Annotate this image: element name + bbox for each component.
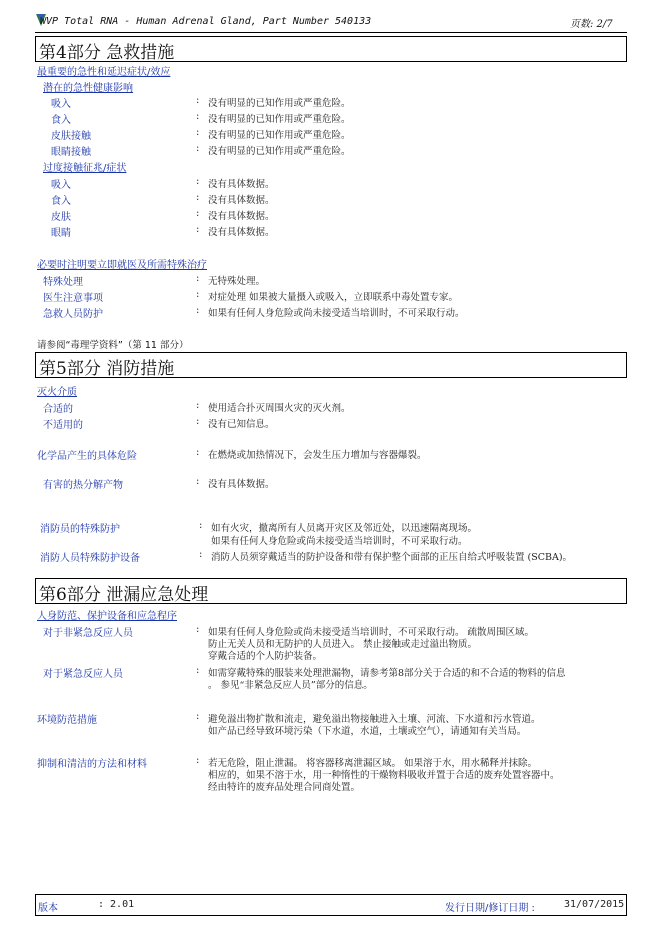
- colon: :: [199, 549, 203, 560]
- non-emergency-line: 防止无关人员和无防护的人员进入。 禁止接触或走过溢出物质。: [208, 639, 478, 650]
- media-label: 合适的: [43, 404, 73, 415]
- section-5-title: 第5部分 消防措施: [39, 359, 175, 379]
- colon: :: [196, 305, 200, 316]
- treatment-value: 无特殊处理。: [208, 276, 266, 287]
- acute-delayed-effects-heading: 最重要的急性和延迟症状/效应: [37, 67, 171, 78]
- environmental-precautions-label: 环境防范措施: [37, 715, 97, 726]
- overexposure-label: 食入: [51, 196, 71, 207]
- version-value: : 2.01: [98, 899, 135, 910]
- version-label: 版本: [38, 903, 58, 914]
- colon: :: [196, 755, 200, 766]
- emergency-responders-label: 对于紧急反应人员: [43, 669, 123, 680]
- overexposure-value: 没有具体数据。: [208, 195, 275, 206]
- section-6-title: 第6部分 泄漏应急处理: [39, 585, 209, 605]
- potential-value: 没有明显的已知作用或严重危险。: [208, 114, 351, 125]
- issue-date-label: 发行日期/修订日期 :: [445, 903, 535, 914]
- environmental-precautions-line: 避免溢出物扩散和流走，避免溢出物接触进入土壤、河流、下水道和污水管道。: [208, 714, 541, 725]
- containment-cleanup-line: 经由特许的废弃品处理合同商处置。: [208, 782, 361, 793]
- colon: :: [196, 192, 200, 203]
- extinguishing-media-heading: 灭火介质: [37, 387, 77, 398]
- colon: :: [196, 416, 200, 427]
- overexposure-label: 皮肤: [51, 212, 71, 223]
- media-value: 使用适合扑灭周围火灾的灭火剂。: [208, 403, 351, 414]
- treatment-value: 对症处理 如果被大量摄入或吸入，立即联系中毒处置专家。: [208, 292, 459, 303]
- potential-acute-effects-heading: 潜在的急性健康影响: [43, 83, 133, 94]
- colon: :: [196, 176, 200, 187]
- overexposure-heading: 过度接触征兆/症状: [43, 163, 127, 174]
- overexposure-value: 没有具体数据。: [208, 227, 275, 238]
- colon: :: [196, 476, 200, 487]
- containment-cleanup-line: 若无危险，阻止泄漏。 将容器移离泄漏区域。 如果溶于水，用水稀释并抹除。: [208, 758, 538, 769]
- specific-hazard-label: 化学品产生的具体危险: [37, 451, 137, 462]
- emergency-responders-line: 如需穿戴特殊的服装来处理泄漏物，请参考第8部分关于合适的和不合适的物料的信息: [208, 668, 566, 679]
- firefighter-equipment-label: 消防人员特殊防护设备: [40, 553, 140, 564]
- potential-value: 没有明显的已知作用或严重危险。: [208, 146, 351, 157]
- colon: :: [196, 447, 200, 458]
- firefighter-special-line: 如有火灾，撤离所有人员离开灾区及邻近处，以迅速隔离现场。: [211, 523, 478, 534]
- overexposure-label: 眼睛: [51, 228, 71, 239]
- environmental-precautions-line: 如产品已经导致环境污染（下水道，水道，土壤或空气），请通知有关当局。: [208, 726, 527, 737]
- containment-cleanup-label: 抑制和清洁的方法和材料: [37, 759, 147, 770]
- overexposure-label: 吸入: [51, 180, 71, 191]
- containment-cleanup-line: 相应的，如果不溶于水，用一种惰性的干燥物料吸收并置于合适的废弃处置容器中。: [208, 770, 560, 781]
- emergency-responders-line: 。 参见“非紧急反应人员”部分的信息。: [208, 680, 373, 691]
- treatment-label: 急救人员防护: [43, 309, 103, 320]
- non-emergency-line: 如果有任何人身危险或尚未接受适当培训时，不可采取行动。 疏散周围区域。: [208, 627, 535, 638]
- potential-value: 没有明显的已知作用或严重危险。: [208, 98, 351, 109]
- potential-label: 食入: [51, 115, 71, 126]
- non-emergency-line: 穿戴合适的个人防护装备。: [208, 651, 323, 662]
- decomposition-value: 没有具体数据。: [208, 479, 275, 490]
- colon: :: [196, 624, 200, 635]
- colon: :: [196, 224, 200, 235]
- colon: :: [196, 208, 200, 219]
- colon: :: [196, 273, 200, 284]
- potential-label: 吸入: [51, 99, 71, 110]
- non-emergency-label: 对于非紧急反应人员: [43, 628, 133, 639]
- colon: :: [196, 95, 200, 106]
- colon: :: [196, 111, 200, 122]
- colon: :: [196, 711, 200, 722]
- issue-date-value: 31/07/2015: [564, 899, 625, 910]
- potential-label: 眼睛接触: [51, 147, 91, 158]
- personal-precautions-heading: 人身防范、保护设备和应急程序: [37, 611, 177, 622]
- firefighter-equipment-value: 消防人员须穿戴适当的防护设备和带有保护整个面部的正压自给式呼吸装置 (SCBA)。: [211, 552, 573, 563]
- toxicology-reference-note: 请参阅“毒理学资料”（第 11 部分）: [37, 340, 189, 351]
- section-4-title: 第4部分 急救措施: [39, 43, 175, 63]
- media-label: 不适用的: [43, 420, 83, 431]
- treatment-value: 如果有任何人身危险或尚未接受适当培训时，不可采取行动。: [208, 308, 465, 319]
- medical-attention-heading: 必要时注明要立即就医及所需特殊治疗: [37, 260, 207, 271]
- page-number: 页数: 2/7: [570, 19, 613, 30]
- firefighter-special-line: 如果有任何人身危险或尚未接受适当培训时，不可采取行动。: [211, 536, 468, 547]
- overexposure-value: 没有具体数据。: [208, 179, 275, 190]
- potential-label: 皮肤接触: [51, 131, 91, 142]
- colon: :: [196, 127, 200, 138]
- colon: :: [196, 289, 200, 300]
- treatment-label: 医生注意事项: [43, 293, 103, 304]
- treatment-label: 特殊处理: [43, 277, 83, 288]
- overexposure-value: 没有具体数据。: [208, 211, 275, 222]
- colon: :: [196, 665, 200, 676]
- document-title: WVP Total RNA - Human Adrenal Gland, Part Number 540133: [40, 16, 372, 27]
- media-value: 没有已知信息。: [208, 419, 275, 430]
- specific-hazard-value: 在燃烧或加热情况下，会发生压力增加与容器爆裂。: [208, 450, 427, 461]
- firefighter-special-label: 消防员的特殊防护: [40, 524, 120, 535]
- decomposition-label: 有害的热分解产物: [43, 480, 123, 491]
- colon: :: [199, 520, 203, 531]
- colon: :: [196, 143, 200, 154]
- potential-value: 没有明显的已知作用或严重危险。: [208, 130, 351, 141]
- colon: :: [196, 400, 200, 411]
